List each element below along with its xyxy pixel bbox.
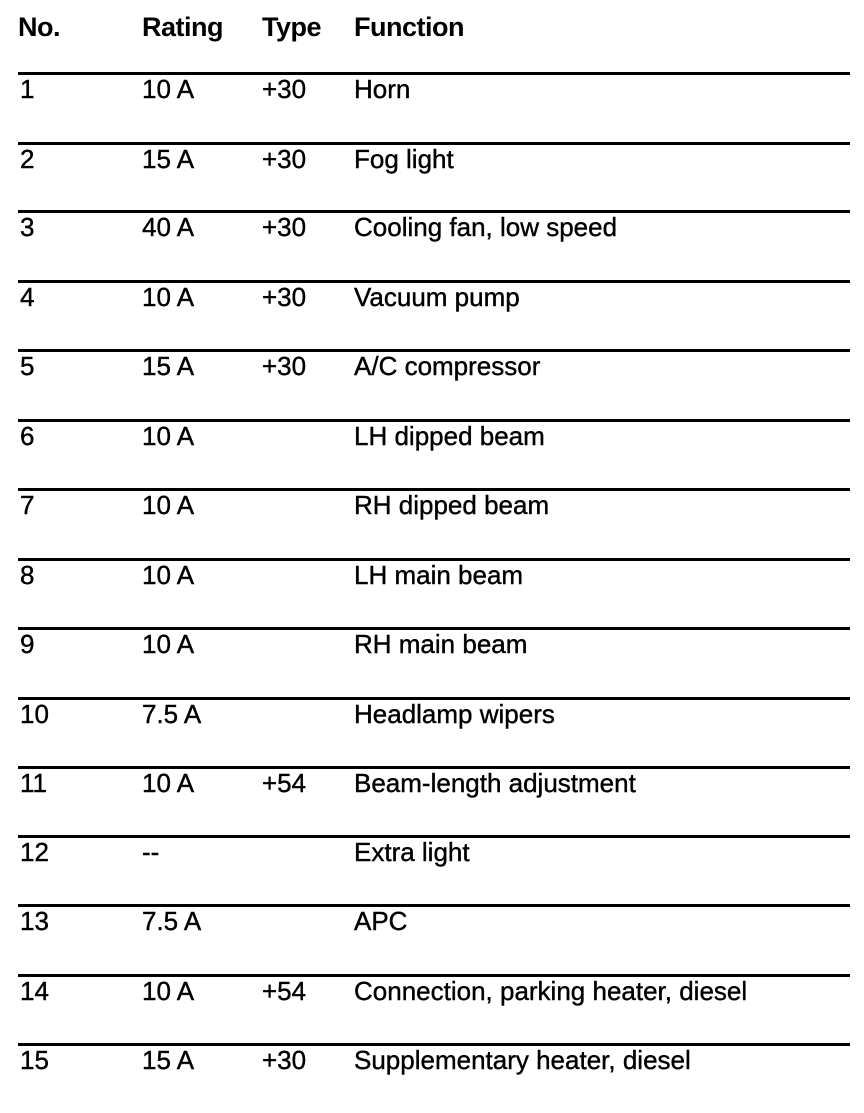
table-row [0,72,864,142]
cell-rating: 10 A [142,490,195,520]
cell-type: +30 [262,282,307,312]
table-row [0,766,864,836]
cell-rating: 15 A [142,351,195,381]
cell-type: +30 [262,144,307,174]
cell-function: Horn [354,74,411,104]
cell-no: 6 [20,421,35,451]
cell-no: 14 [20,976,49,1006]
table-row [0,419,864,489]
cell-type: +30 [262,212,307,242]
cell-type: +54 [262,768,307,798]
cell-type: +30 [262,351,307,381]
cell-no: 13 [20,906,49,936]
cell-function: Beam-length adjustment [354,768,636,798]
cell-rating: -- [142,837,160,867]
cell-function: APC [354,906,408,936]
cell-rating: 10 A [142,976,195,1006]
cell-rating: 7.5 A [142,906,202,936]
cell-type: +30 [262,1045,307,1075]
cell-function: Vacuum pump [354,282,520,312]
cell-function: Cooling fan, low speed [354,212,618,242]
table-row [0,210,864,280]
table-row [0,835,864,905]
header-type: Type [262,12,322,42]
cell-function: Connection, parking heater, diesel [354,976,748,1006]
cell-no: 15 [20,1045,49,1075]
table-row [0,558,864,628]
cell-no: 1 [20,74,35,104]
cell-function: Headlamp wipers [354,699,555,729]
cell-rating: 40 A [142,212,195,242]
cell-rating: 10 A [142,629,195,659]
table-row [0,974,864,1044]
cell-rating: 10 A [142,282,195,312]
cell-rating: 10 A [142,74,195,104]
cell-rating: 10 A [142,421,195,451]
table-row [0,904,864,974]
table-row [0,1043,864,1113]
cell-function: A/C compressor [354,351,541,381]
cell-rating: 15 A [142,144,195,174]
cell-rating: 10 A [142,768,195,798]
cell-no: 5 [20,351,35,381]
table-row [0,697,864,767]
header-rating: Rating [142,12,223,42]
table-row [0,280,864,350]
cell-no: 2 [20,144,35,174]
cell-function: LH main beam [354,560,524,590]
table-row [0,488,864,558]
cell-function: RH dipped beam [354,490,550,520]
cell-function: LH dipped beam [354,421,545,451]
cell-no: 10 [20,699,49,729]
cell-rating: 7.5 A [142,699,202,729]
cell-function: RH main beam [354,629,528,659]
cell-no: 11 [20,768,47,798]
table-row [0,627,864,697]
cell-no: 7 [20,490,35,520]
cell-no: 4 [20,282,35,312]
cell-no: 8 [20,560,35,590]
cell-rating: 10 A [142,560,195,590]
table-row [0,349,864,419]
cell-function: Supplementary heater, diesel [354,1045,691,1075]
cell-rating: 15 A [142,1045,195,1075]
header-no: No. [18,12,60,42]
cell-no: 3 [20,212,35,242]
cell-no: 9 [20,629,35,659]
table-row [0,142,864,212]
cell-function: Extra light [354,837,470,867]
header-function: Function [354,12,464,42]
cell-no: 12 [20,837,49,867]
cell-type: +30 [262,74,307,104]
cell-type: +54 [262,976,307,1006]
cell-function: Fog light [354,144,454,174]
